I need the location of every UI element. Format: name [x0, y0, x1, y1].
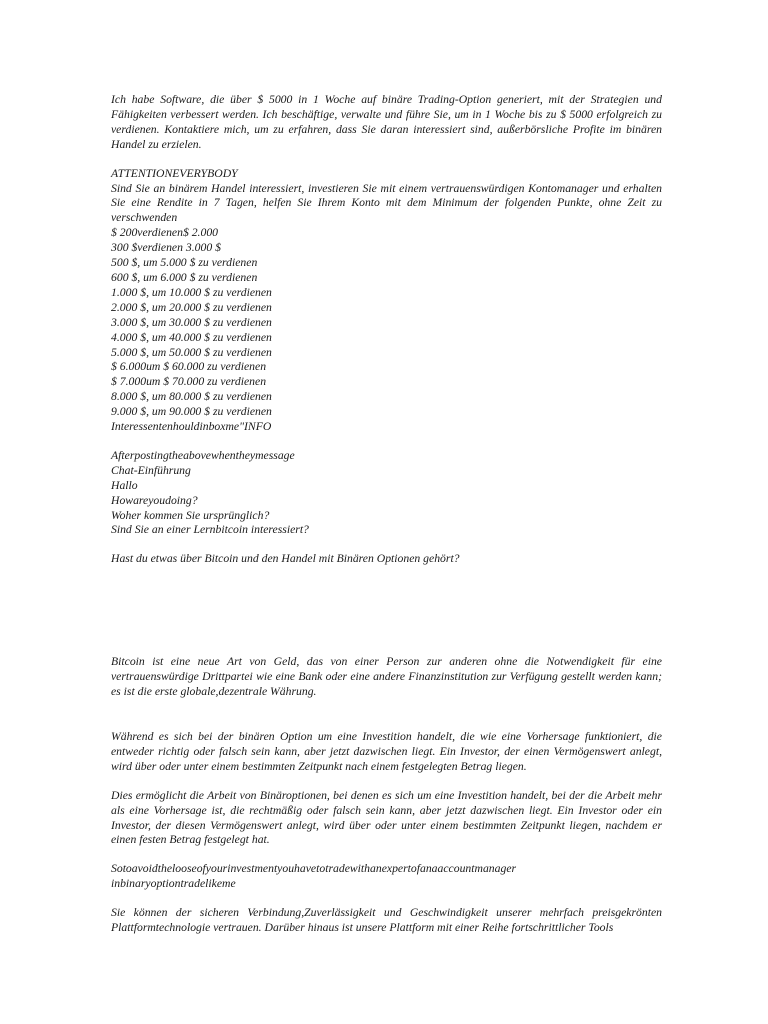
chat-line: Chat-Einführung [111, 463, 191, 477]
document-body [111, 93, 662, 936]
investment-line: 8.000 $, um 80.000 $ zu verdienen [111, 390, 272, 404]
chat-script [111, 449, 662, 538]
investment-line: 600 $, um 6.000 $ zu verdienen [111, 270, 258, 284]
chat-line: Sind Sie an einer Lernbitcoin interessiert? [111, 523, 309, 537]
investment-line: 300 $verdienen 3.000 $ [111, 241, 221, 255]
investment-line: 5.000 $, um 50.000 $ zu verdienen [111, 345, 272, 359]
attention-heading: ATTENTIONEVERYBODY [111, 166, 238, 180]
avoid-line: inbinaryoptiontradelikeme [111, 877, 236, 891]
investment-line: 1.000 $, um 10.000 $ zu verdienen [111, 285, 272, 299]
chat-line: Woher kommen Sie ursprünglich? [111, 508, 270, 522]
investment-line: 2.000 $, um 20.000 $ zu verdienen [111, 300, 272, 314]
investment-line: $ 6.000um $ 60.000 zu verdienen [111, 360, 267, 374]
investment-line: 3.000 $, um 30.000 $ zu verdienen [111, 315, 272, 329]
chat-line: Afterpostingtheabovewhentheymessage [111, 448, 295, 462]
enables-paragraph: Dies ermöglicht die Arbeit von Binäroptionen, bei denen es sich um eine Investition handelt, bei der die Arbeit mehr als eine Vorhersage ist, die rechtmäßig oder falsch sein kann, aber jetzt dazwischen liegt. Ein Investor oder ein Investor, der diesen Vermögenswert anlegt, wird über oder unter einem bestimmten Zeitpunkt liegen, nachdem er einen festen Betrag festgelegt hat. [111, 788, 662, 847]
chat-line: Howareyoudoing? [111, 493, 198, 507]
bitcoin-paragraph: Bitcoin ist eine neue Art von Geld, das von einer Person zur anderen ohne die Notwendigkeit für eine vertrauenswürdige Drittpartei wie eine Bank oder eine andere Finanzinstitution zur Verfügung gestellt werden kann; es ist die erste globale,dezentrale Währung. [111, 655, 662, 699]
investment-line: $ 200verdienen$ 2.000 [111, 226, 219, 240]
investment-line: 500 $, um 5.000 $ zu verdienen [111, 256, 258, 270]
avoid-block [111, 862, 662, 892]
platform-paragraph: Sie können der sicheren Verbindung,Zuverlässigkeit und Geschwindigkeit unserer mehrfach preisgekrönten Plattformtechnologie vertrauen. Darüber hinaus ist unsere Plattform mit einer Reihe fortschrittlicher Tools [111, 906, 662, 935]
investment-line: 9.000 $, um 90.000 $ zu verdienen [111, 405, 272, 419]
chat-line: Hallo [111, 478, 138, 492]
investment-line: Interessentenhouldinboxme"INFO [111, 420, 272, 434]
binary-option-paragraph: Während es sich bei der binären Option um eine Investition handelt, die wie eine Vorhersage funktioniert, die entweder richtig oder falsch sein kann, aber jetzt dazwischen liegt. Ein Investor, der einen Vermögenswert anlegt, wird über oder unter einem bestimmten Zeitpunkt nach einem festgelegten Betrag liegen. [111, 730, 662, 773]
question-line: Hast du etwas über Bitcoin und den Handel mit Binären Optionen gehört? [111, 552, 460, 566]
investment-list [111, 226, 662, 435]
avoid-line: Sotoavoidthelooseofyourinvestmentyouhavetotradewithanexpertofanaaccountmanager [111, 862, 517, 876]
attention-paragraph: Sind Sie an binärem Handel interessiert, investieren Sie mit einem vertrauenswürdigen Kontomanager und erhalten Sie eine Rendite in 7 Tagen, helfen Sie Ihrem Konto mit dem Minimum der folgenden Punkte, ohne Zeit zu verschwenden [111, 181, 662, 225]
investment-line: 4.000 $, um 40.000 $ zu verdienen [111, 330, 272, 344]
intro-paragraph: Ich habe Software, die über $ 5000 in 1 Woche auf binäre Trading-Option generiert, mit der Strategien und Fähigkeiten verbessert werden. Ich beschäftige, verwalte und führe Sie, um in 1 Woche bis zu $ 5000 erfolgreich zu verdienen. Kontaktiere mich, um zu erfahren, dass Sie daran interessiert sind, außerbörsliche Profite im binären Handel zu erzielen. [111, 93, 662, 151]
investment-line: $ 7.000um $ 70.000 zu verdienen [111, 375, 267, 389]
